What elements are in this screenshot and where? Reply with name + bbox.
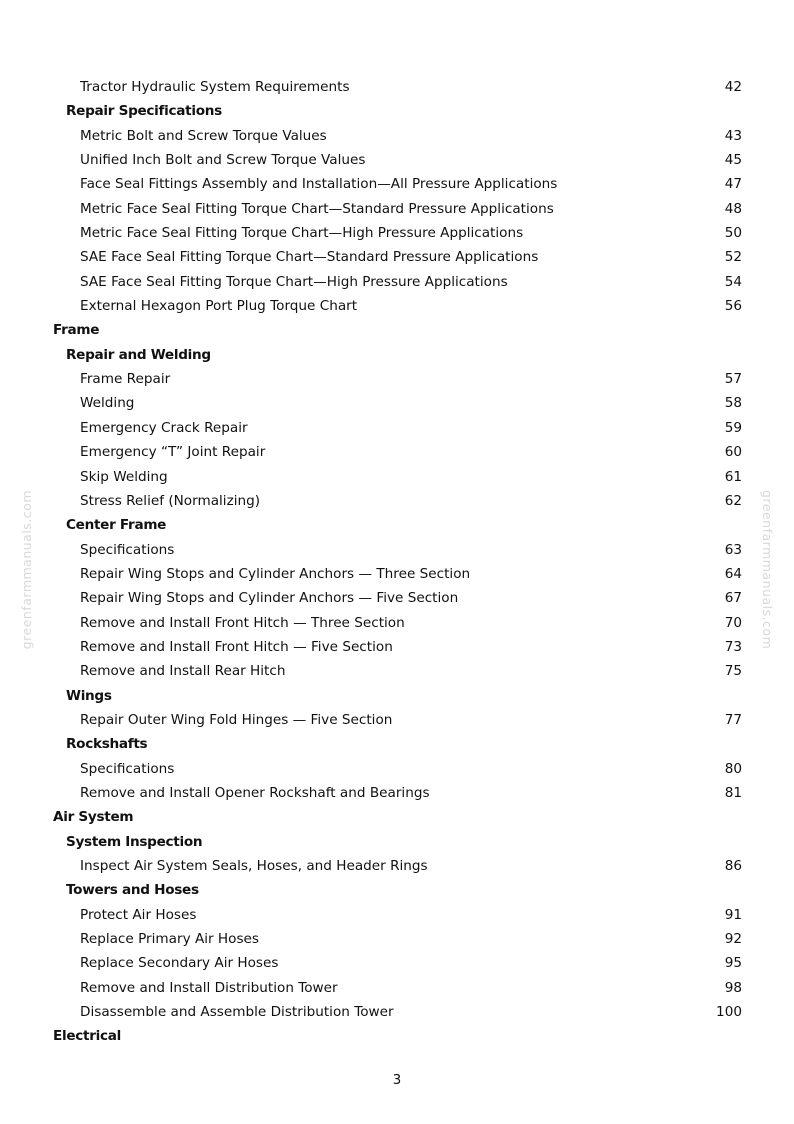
- toc-entry-label: Rockshafts: [66, 736, 148, 753]
- toc-entry-label: Frame: [53, 322, 100, 339]
- toc-entry: [0, 416, 794, 440]
- toc-entry-page: 92: [724, 931, 742, 948]
- toc-entry: [0, 635, 794, 659]
- toc-entry: [0, 854, 794, 878]
- toc-entry: [0, 197, 794, 221]
- toc-entry: [0, 586, 794, 610]
- toc-entry-page: 64: [724, 565, 742, 582]
- toc-entry: [0, 757, 794, 781]
- toc-entry-label: Stress Relief (Normalizing): [80, 492, 261, 509]
- toc-entry-label: Repair Wing Stops and Cylinder Anchors — Five Section: [80, 590, 459, 607]
- toc-entry-page: 45: [724, 152, 742, 169]
- toc-entry-page: 100: [716, 1004, 742, 1021]
- toc-entry-label: Remove and Install Distribution Tower: [80, 979, 338, 996]
- toc-entry: [0, 270, 794, 294]
- toc-entry: [0, 391, 794, 415]
- toc-entry-page: 61: [724, 468, 742, 485]
- toc-entry-label: Wings: [66, 687, 112, 704]
- toc-entry-label: Skip Welding: [80, 468, 168, 485]
- toc-entry: [0, 562, 794, 586]
- toc-entry-page: 81: [724, 784, 742, 801]
- toc-entry-label: External Hexagon Port Plug Torque Chart: [80, 298, 358, 315]
- toc-entry: [0, 124, 794, 148]
- toc-entry-page: 73: [724, 638, 742, 655]
- toc-entry: [0, 781, 794, 805]
- toc-entry: [0, 1000, 794, 1024]
- toc-entry: [0, 75, 794, 99]
- toc-entry-label: Remove and Install Opener Rockshaft and Bearings: [80, 784, 430, 801]
- toc-entry-label: Electrical: [53, 1028, 121, 1045]
- toc-entry-label: Metric Face Seal Fitting Torque Chart—High Pressure Applications: [80, 225, 524, 242]
- toc-entry-label: Repair and Welding: [66, 346, 211, 363]
- toc-entry-page: 63: [724, 541, 742, 558]
- toc-entry-page: 75: [724, 663, 742, 680]
- toc-entry-label: Specifications: [80, 541, 175, 558]
- toc-entry: [0, 489, 794, 513]
- toc-entry-page: 77: [724, 711, 742, 728]
- toc-entry-label: Protect Air Hoses: [80, 906, 197, 923]
- toc-entry-page: 57: [724, 371, 742, 388]
- toc-entry-page: 59: [724, 419, 742, 436]
- toc-entry-label: Welding: [80, 395, 135, 412]
- toc-subsection-heading: [0, 732, 794, 756]
- toc-entry: [0, 245, 794, 269]
- toc-entry: [0, 927, 794, 951]
- toc-entry-label: Emergency Crack Repair: [80, 419, 248, 436]
- toc-subsection-heading: [0, 99, 794, 123]
- toc-entry: [0, 951, 794, 975]
- toc-entry-label: Metric Face Seal Fitting Torque Chart—Standard Pressure Applications: [80, 200, 554, 217]
- toc-entry: [0, 294, 794, 318]
- toc-entry-label: System Inspection: [66, 833, 203, 850]
- toc-entry: [0, 538, 794, 562]
- toc-entry-page: 48: [724, 200, 742, 217]
- toc-entry: [0, 221, 794, 245]
- toc-entry-label: SAE Face Seal Fitting Torque Chart—High Pressure Applications: [80, 273, 508, 290]
- toc-entry-page: 52: [724, 249, 742, 266]
- toc-entry: [0, 903, 794, 927]
- toc-entry-page: 58: [724, 395, 742, 412]
- toc-entry-label: Repair Specifications: [66, 103, 222, 120]
- watermark-left: greenfarmmanuals.com: [19, 490, 34, 650]
- toc-entry-page: 43: [724, 127, 742, 144]
- toc-entry-label: Unified Inch Bolt and Screw Torque Values: [80, 152, 366, 169]
- toc-entry: [0, 659, 794, 683]
- toc-entry-label: Remove and Install Front Hitch — Five Section: [80, 638, 393, 655]
- toc-entry: [0, 172, 794, 196]
- toc-entry-page: 62: [724, 492, 742, 509]
- toc-entry-label: Replace Primary Air Hoses: [80, 931, 259, 948]
- toc-section-heading: [0, 318, 794, 342]
- watermark-right: greenfarmmanuals.com: [760, 490, 775, 650]
- toc-section-heading: [0, 1024, 794, 1048]
- toc-entry-page: 47: [724, 176, 742, 193]
- toc-entry-label: Inspect Air System Seals, Hoses, and Header Rings: [80, 858, 428, 874]
- toc-entry-page: 91: [724, 906, 742, 923]
- toc-entry: [0, 976, 794, 1000]
- toc-entry: [0, 367, 794, 391]
- toc-entry-label: Specifications: [80, 760, 175, 777]
- toc-entry: [0, 440, 794, 464]
- toc-entry-page: 80: [724, 760, 742, 777]
- toc-entry-page: 60: [724, 444, 742, 461]
- toc-subsection-heading: [0, 830, 794, 854]
- toc-entry: [0, 465, 794, 489]
- toc-entry-label: Towers and Hoses: [66, 882, 199, 899]
- toc-entry-page: 70: [724, 614, 742, 631]
- toc-entry: [0, 611, 794, 635]
- toc-entry-page: 42: [724, 79, 742, 95]
- toc-entry-page: 54: [724, 273, 742, 290]
- toc-subsection-heading: [0, 343, 794, 367]
- toc-entry-page: 98: [724, 979, 742, 996]
- toc-entry-page: 56: [724, 298, 742, 315]
- toc-section-heading: [0, 805, 794, 829]
- toc-subsection-heading: [0, 684, 794, 708]
- toc-entry-label: Remove and Install Front Hitch — Three Section: [80, 614, 405, 631]
- toc-subsection-heading: [0, 878, 794, 902]
- table-of-contents: [0, 75, 794, 1049]
- toc-entry-label: Face Seal Fittings Assembly and Installation—All Pressure Applications: [80, 176, 558, 193]
- toc-entry-label: Center Frame: [66, 517, 167, 534]
- toc-entry-page: 50: [724, 225, 742, 242]
- toc-entry-label: SAE Face Seal Fitting Torque Chart—Standard Pressure Applications: [80, 249, 539, 266]
- toc-entry-label: Emergency “T” Joint Repair: [80, 444, 266, 461]
- toc-entry-page: 67: [724, 590, 742, 607]
- toc-entry-label: Frame Repair: [80, 371, 171, 388]
- toc-entry-label: Remove and Install Rear Hitch: [80, 663, 286, 680]
- page-number: 3: [392, 1072, 402, 1088]
- toc-entry-label: Replace Secondary Air Hoses: [80, 955, 279, 972]
- toc-entry-label: Repair Wing Stops and Cylinder Anchors — Three Section: [80, 565, 471, 582]
- toc-subsection-heading: [0, 513, 794, 537]
- toc-entry: [0, 148, 794, 172]
- toc-entry-label: Air System: [53, 809, 134, 826]
- toc-entry-page: 86: [724, 858, 742, 874]
- toc-entry: [0, 708, 794, 732]
- toc-entry-label: Disassemble and Assemble Distribution Tower: [80, 1004, 394, 1021]
- toc-entry-label: Tractor Hydraulic System Requirements: [80, 79, 350, 95]
- toc-entry-label: Metric Bolt and Screw Torque Values: [80, 127, 327, 144]
- toc-entry-label: Repair Outer Wing Fold Hinges — Five Section: [80, 711, 393, 728]
- toc-entry-page: 95: [724, 955, 742, 972]
